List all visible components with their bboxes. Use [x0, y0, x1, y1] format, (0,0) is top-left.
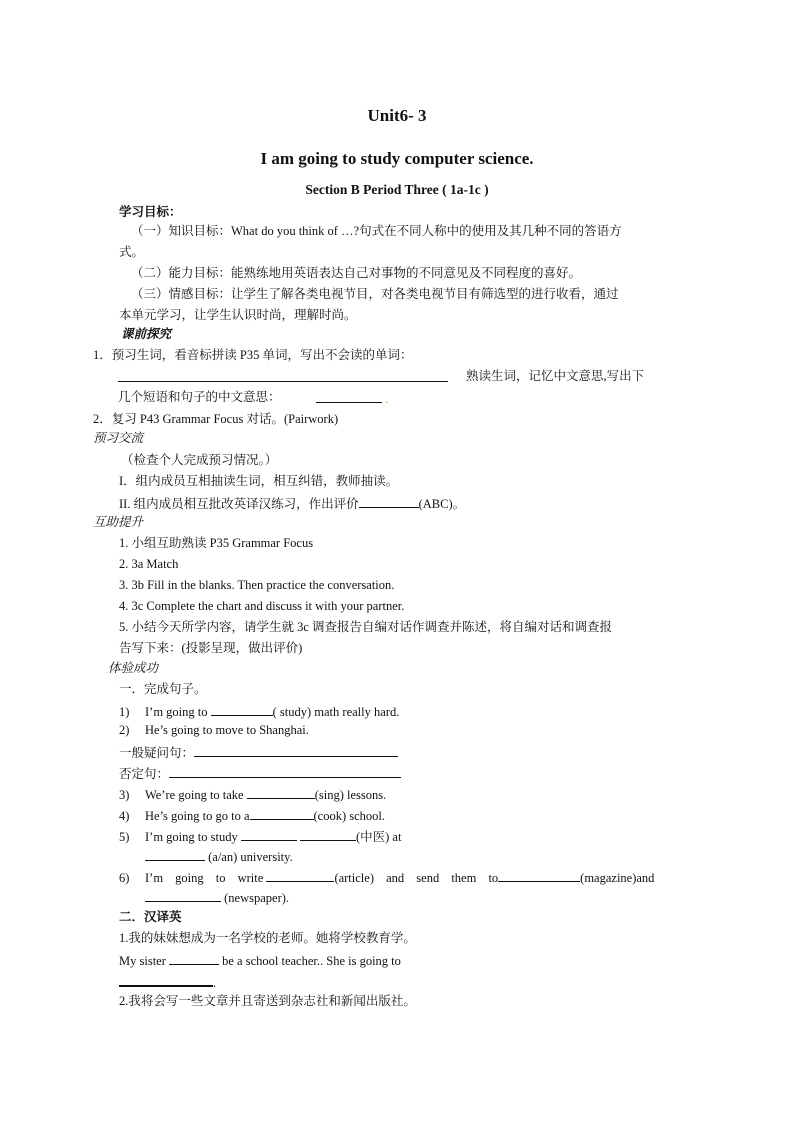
exercise-text: We’re going to take: [145, 788, 244, 802]
exercise-num: 2): [119, 723, 130, 737]
exchange-item-2-text: II. 组内成员相互批改英译汉练习，作出评价: [119, 497, 359, 511]
answer-blank[interactable]: [241, 828, 297, 841]
answer-blank[interactable]: [300, 828, 356, 841]
answer-blank[interactable]: [163, 973, 213, 987]
translate-end: .: [213, 976, 217, 990]
exercise-2: [119, 723, 309, 738]
goal-knowledge-cont: 式。: [119, 245, 145, 259]
preclass-item-1-line: [118, 369, 448, 386]
exchange-check: （检查个人完成预习情况。）: [121, 453, 278, 467]
exchange-item-2: [119, 495, 465, 512]
answer-blank[interactable]: [316, 390, 382, 403]
help-step-5-cont: 告写下来：(投影呈现，做出评价): [119, 641, 303, 655]
answer-blank[interactable]: [118, 369, 448, 382]
preclass-heading: 课前探究: [121, 327, 172, 341]
help-step-1: 1. 小组互助熟读 P35 Grammar Focus: [119, 536, 314, 550]
translate-text: My sister: [119, 954, 166, 968]
question-form: [119, 744, 398, 761]
answer-blank[interactable]: [119, 973, 163, 987]
exercise-text: He’s going to move to Shanghai.: [145, 723, 309, 737]
exercise-num: 5): [119, 830, 130, 844]
translate-1-answer: [119, 973, 216, 991]
success-heading: 体验成功: [108, 661, 159, 675]
exercise-text: I’m going to study: [145, 830, 238, 844]
answer-blank[interactable]: [498, 869, 580, 882]
exercise-num: 1): [119, 705, 130, 719]
goal-emotion-cont: 本单元学习，让学生认识时尚，理解时尚。: [119, 308, 357, 322]
exchange-item-2-end: (ABC)。: [418, 497, 466, 511]
exercise-5-cont: [145, 848, 293, 865]
answer-blank[interactable]: [169, 952, 219, 965]
exercise-6-cont: [145, 889, 289, 906]
goals-heading: 学习目标：: [119, 205, 182, 219]
goal-ability: （二）能力目标：能熟练地用英语表达自己对事物的不同意见及不同程度的喜好。: [131, 266, 582, 280]
answer-blank[interactable]: [211, 703, 273, 716]
preclass-item-1: 1．预习生词，看音标拼读 P35 单词，写出不会读的单词：: [93, 348, 413, 362]
exercise-text: (magazine)and: [580, 871, 655, 885]
help-heading: 互助提升: [93, 515, 144, 529]
exercise-text: I’m going to: [145, 705, 208, 719]
exercise-text: (cook) school.: [313, 809, 386, 823]
exercise-text: (sing) lessons.: [314, 788, 387, 802]
translate-1-line: [119, 952, 401, 969]
preclass-item-2: 2．复习 P43 Grammar Focus 对话。(Pairwork): [93, 412, 339, 426]
answer-blank[interactable]: [194, 744, 398, 757]
dot-mark: .: [385, 392, 389, 406]
question-label: 一般疑问句：: [119, 746, 195, 760]
exercise-4: [119, 807, 385, 824]
exercise-text: (article) and send them to: [334, 871, 499, 885]
rating-blank[interactable]: [359, 495, 419, 508]
page-subtitle: I am going to study computer science.: [260, 149, 534, 168]
negative-form: [119, 765, 401, 782]
answer-blank[interactable]: [266, 869, 334, 882]
section-label: Section B Period Three ( 1a-1c ): [305, 182, 489, 197]
exercise-5: [119, 828, 401, 845]
answer-blank[interactable]: [247, 786, 315, 799]
exercise-6: [119, 869, 654, 886]
exchange-heading: 预习交流: [93, 431, 144, 445]
translate-1: 1.我的妹妹想成为一名学校的老师。她将学校教育学。: [119, 931, 416, 945]
exercise-text: I’m going to write: [145, 871, 264, 885]
exercise-num: 4): [119, 809, 130, 823]
help-step-2: 2. 3a Match: [119, 557, 179, 571]
help-step-5: 5. 小结今天所学内容，请学生就 3c 调查报告自编对话作调查并陈述，将自编对话和调查报: [119, 620, 613, 634]
exercise-text: ( study) math really hard.: [272, 705, 400, 719]
exercise-text: (a/an) university.: [208, 850, 293, 864]
part1-heading: 一．完成句子。: [119, 682, 207, 696]
translate-text: be a school teacher.. She is going to: [222, 954, 401, 968]
preclass-item-1c-line: [316, 390, 388, 407]
exercise-num: 3): [119, 788, 130, 802]
preclass-item-1c: 几个短语和句子的中文意思：: [118, 390, 281, 404]
exercise-text: (newspaper).: [224, 891, 290, 905]
goal-knowledge: （一）知识目标：What do you think of …?句式在不同人称中的使用及其几种不同的答语方: [131, 224, 622, 238]
page-title: Unit6- 3: [367, 106, 427, 125]
negative-label: 否定句：: [119, 767, 170, 781]
help-step-3: 3. 3b Fill in the blanks. Then practice the conversation.: [119, 578, 395, 592]
exercise-num: 6): [119, 871, 130, 885]
exercise-3: [119, 786, 386, 803]
goal-emotion: （三）情感目标：让学生了解各类电视节目，对各类电视节目有筛选型的进行收看，通过: [131, 287, 619, 301]
answer-blank[interactable]: [145, 848, 205, 861]
answer-blank[interactable]: [145, 889, 221, 902]
part2-heading: 二．汉译英: [119, 910, 182, 924]
preclass-item-1b: 熟读生词，记忆中文意思,写出下: [466, 369, 645, 383]
exchange-item-1: I．组内成员互相抽读生词，相互纠错，教师抽读。: [119, 474, 399, 488]
exercise-text: He’s going to go to a: [145, 809, 250, 823]
help-step-4: 4. 3c Complete the chart and discuss it with your partner.: [119, 599, 405, 613]
exercise-text: (中医) at: [355, 830, 402, 844]
exercise-1: [119, 703, 399, 720]
answer-blank[interactable]: [169, 765, 401, 778]
translate-2: 2.我将会写一些文章并且寄送到杂志社和新闻出版社。: [119, 994, 416, 1008]
answer-blank[interactable]: [250, 807, 314, 820]
